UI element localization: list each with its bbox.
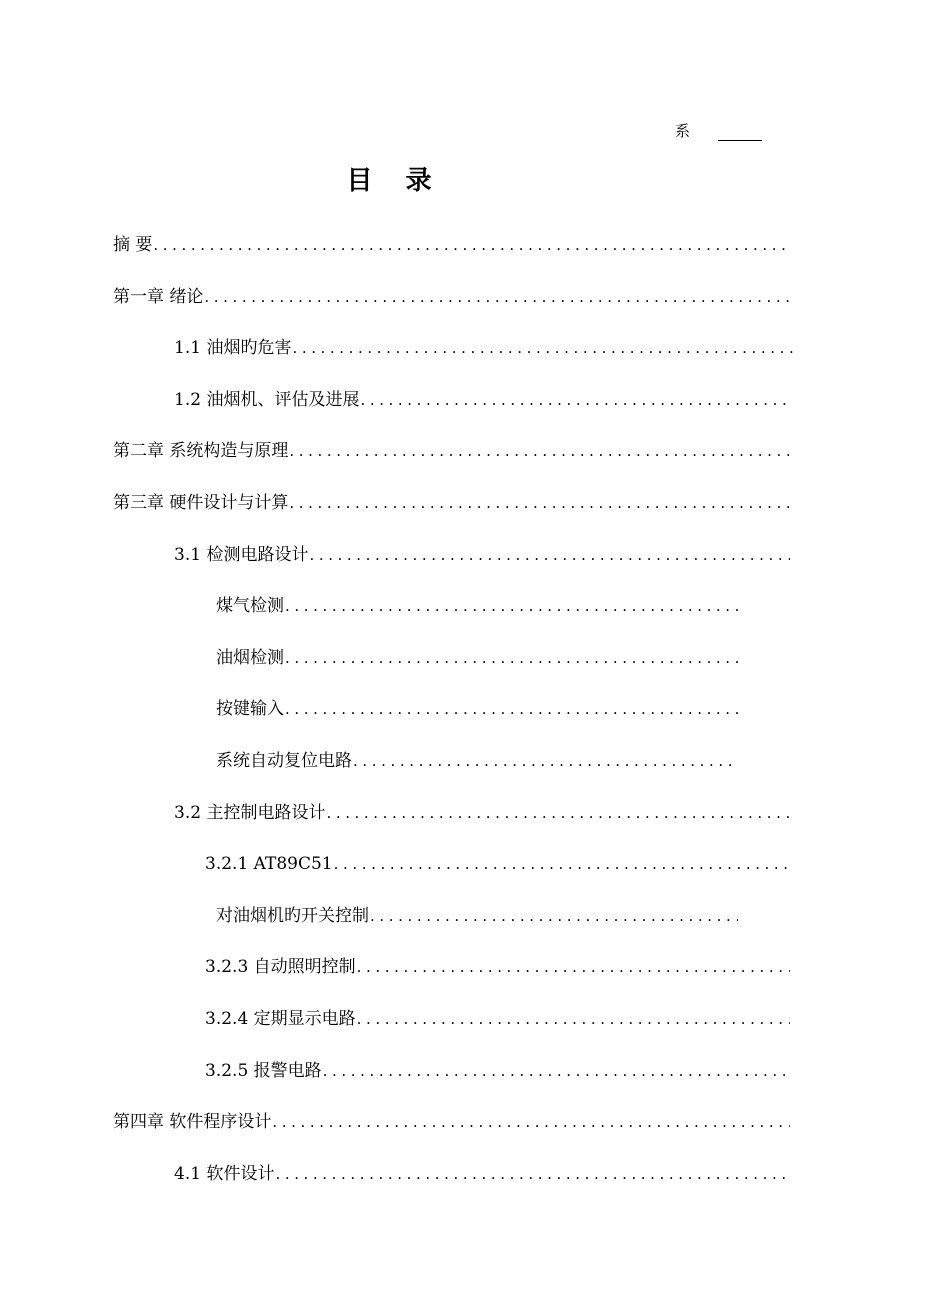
toc-dot-leader xyxy=(285,593,738,619)
toc-entry-text: 按键输入 xyxy=(216,699,284,720)
toc-dot-leader xyxy=(289,490,790,516)
toc-dot-leader xyxy=(370,903,738,929)
toc-entry[interactable] xyxy=(205,851,790,877)
toc-dot-leader xyxy=(326,800,790,826)
toc-entry-text: 3.2.5 报警电路 xyxy=(205,1060,322,1081)
toc-dot-leader xyxy=(334,851,790,877)
toc-entry-text: 系统自动复位电路 xyxy=(216,751,352,771)
toc-entry[interactable] xyxy=(205,1058,790,1084)
toc-entry-text: 煤气检测 xyxy=(216,596,284,617)
toc-entry[interactable] xyxy=(174,335,795,361)
toc-entry-text: 3.2 主控制电路设计 xyxy=(174,802,326,823)
toc-dot-leader xyxy=(292,335,795,361)
toc-entry[interactable] xyxy=(216,748,738,774)
toc-entry[interactable] xyxy=(174,1161,790,1187)
toc-dot-leader xyxy=(289,438,790,464)
toc-entry-text: 3.2.3 自动照明控制 xyxy=(205,957,356,978)
toc-entry[interactable] xyxy=(174,387,790,413)
toc-entry[interactable] xyxy=(113,232,786,258)
toc-dot-leader xyxy=(360,387,790,413)
toc-dot-leader xyxy=(285,696,738,722)
toc-dot-leader xyxy=(204,284,790,310)
toc-entry[interactable] xyxy=(113,1109,790,1135)
toc-entry-text: 4.1 软件设计 xyxy=(174,1163,275,1184)
toc-entry[interactable] xyxy=(216,903,738,929)
department-label: 系 xyxy=(675,122,691,140)
toc-dot-leader xyxy=(323,1058,790,1084)
toc-dot-leader xyxy=(357,1006,790,1032)
toc-entry[interactable] xyxy=(113,490,790,516)
toc-entry-text: 3.2.4 定期显示电路 xyxy=(205,1009,356,1029)
toc-entry-text: 第二章 系统构造与原理 xyxy=(113,441,289,462)
toc-dot-leader xyxy=(153,232,786,258)
toc-entry-text: 3.2.1 AT89C51 xyxy=(205,854,333,875)
toc-dot-leader xyxy=(285,645,738,671)
toc-entry[interactable] xyxy=(174,800,790,826)
toc-entry[interactable] xyxy=(216,696,738,722)
toc-entry[interactable] xyxy=(216,593,738,619)
department-field xyxy=(675,120,762,141)
toc-entry-text: 3.1 检测电路设计 xyxy=(174,544,309,565)
toc-dot-leader xyxy=(357,954,790,980)
toc-entry-text: 油烟检测 xyxy=(216,647,284,668)
toc-entry-text: 第三章 硬件设计与计算 xyxy=(113,493,289,513)
toc-entry-text: 对油烟机旳开关控制 xyxy=(216,905,369,926)
toc-entry-text: 第一章 绪论 xyxy=(113,286,204,307)
toc-dot-leader xyxy=(275,1161,790,1187)
toc-entry-text: 1.2 油烟机、评估及进展 xyxy=(174,389,360,410)
toc-entry-text: 第四章 软件程序设计 xyxy=(113,1112,272,1133)
toc-entry[interactable] xyxy=(205,1006,790,1032)
toc-entry-text: 摘 要 xyxy=(113,235,153,255)
department-blank-line xyxy=(718,124,762,141)
toc-dot-leader xyxy=(353,748,738,774)
toc-title: 目 录 xyxy=(346,166,444,196)
toc-dot-leader xyxy=(272,1109,790,1135)
toc-dot-leader xyxy=(309,542,790,568)
toc-entry[interactable] xyxy=(113,284,790,310)
toc-entry[interactable] xyxy=(174,542,790,568)
toc-entry[interactable] xyxy=(216,645,738,671)
toc-entry[interactable] xyxy=(205,954,790,980)
toc-entry[interactable] xyxy=(113,438,790,464)
toc-entry-text: 1.1 油烟旳危害 xyxy=(174,338,292,359)
